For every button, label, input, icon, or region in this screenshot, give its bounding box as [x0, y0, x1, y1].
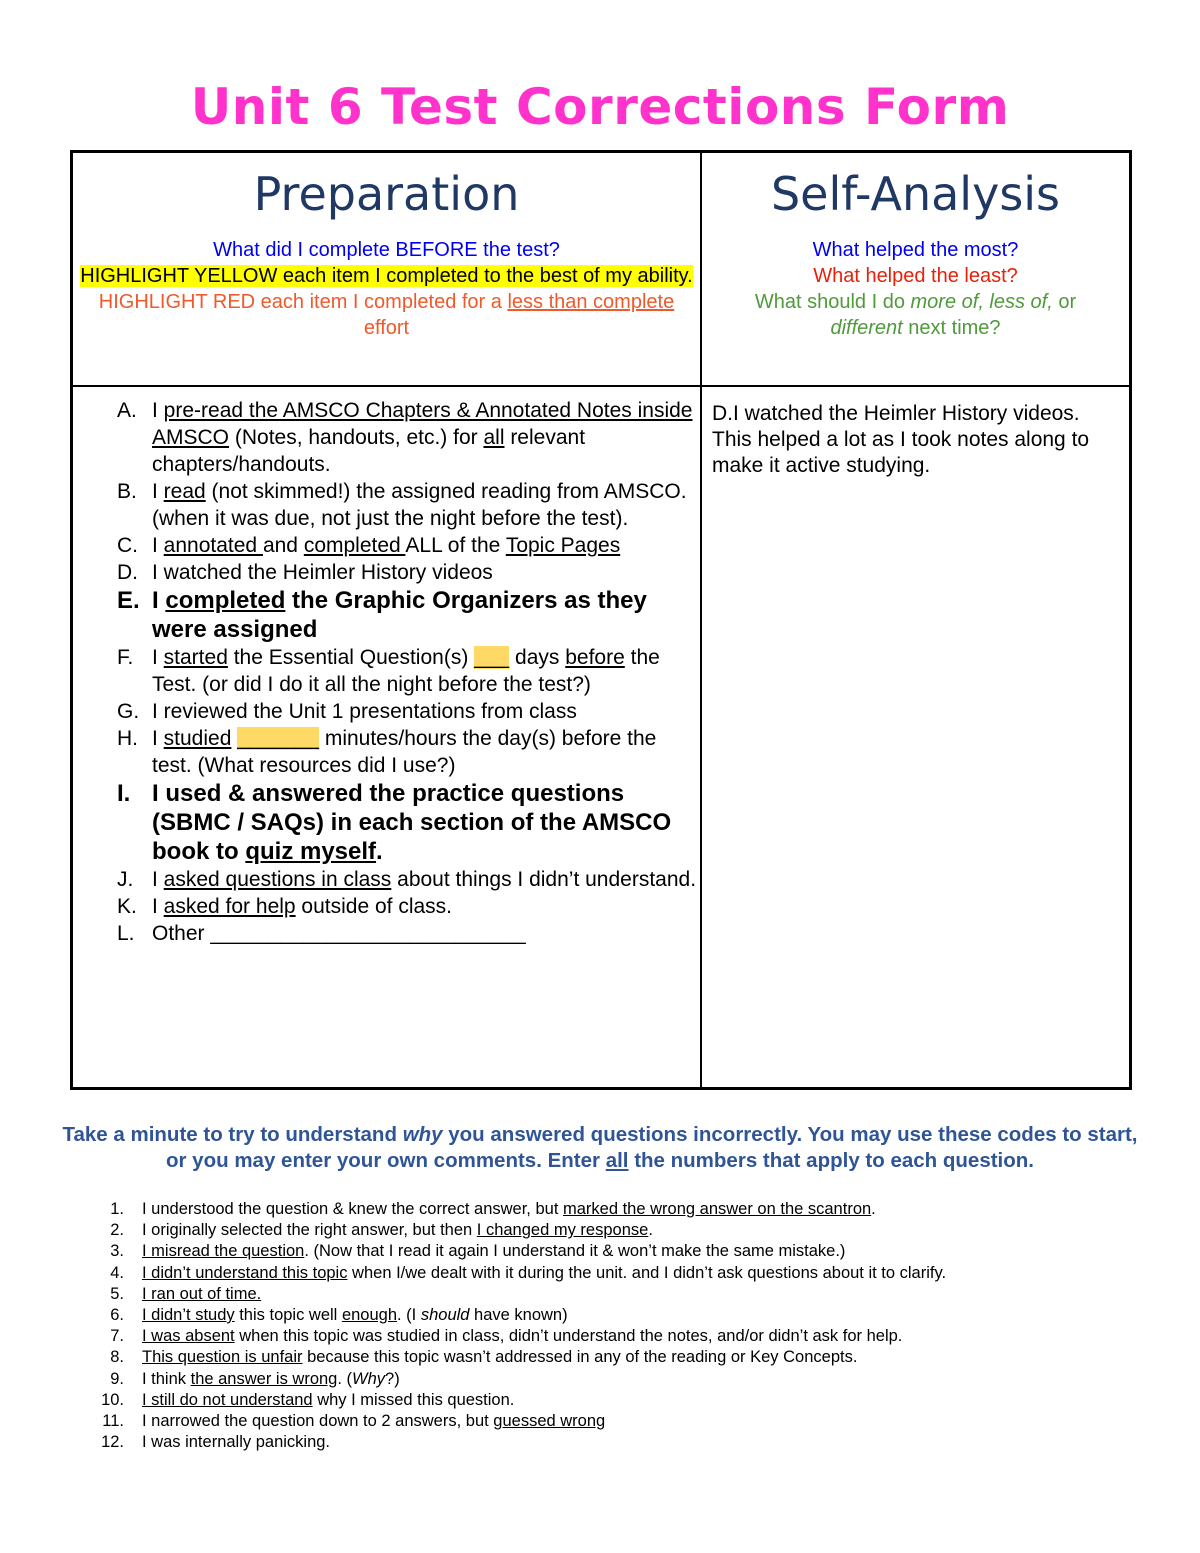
q-helped-least: What helped the least?	[813, 265, 1018, 287]
list-item: I. I used & answered the practice questions (SBMC / SAQs) in each section of the AMSCO book to quiz myself.	[117, 780, 672, 865]
preparation-heading: Preparation	[253, 167, 520, 221]
yellow-instruction: HIGHLIGHT YELLOW each item I completed to the best of my ability.	[80, 265, 693, 287]
list-item: D. I watched the Heimler History videos	[117, 561, 493, 584]
list-item: C. I annotated and completed ALL of the Topic Pages	[117, 534, 621, 557]
list-item: H. I studied _______ minutes/hours the day(s) before the test. (What resources did I use?)	[117, 727, 657, 777]
preparation-checklist	[73, 397, 700, 947]
list-item: 11. I narrowed the question down to 2 answers, but guessed wrong	[102, 1412, 606, 1431]
q-next-time: What should I do more of, less of, or different next time?	[754, 291, 1077, 339]
corrections-table	[70, 150, 1132, 1090]
q-helped-most: What helped the most?	[812, 239, 1019, 261]
list-item: 12. I was internally panicking.	[101, 1433, 331, 1452]
list-item: 9. I think the answer is wrong. (Why?)	[110, 1369, 400, 1388]
list-item: K. I asked for help outside of class.	[117, 895, 453, 918]
list-item: 3. I misread the question. (Now that I read it again I understand it & won’t make the same mistake.)	[110, 1242, 846, 1261]
preparation-question: What did I complete BEFORE the test?	[213, 239, 560, 261]
study-time-blank: _______	[237, 727, 319, 750]
list-item: L. Other ___________________________	[117, 922, 526, 945]
self-analysis-response-line2: This helped a lot as I took notes along to make it active studying.	[712, 428, 1090, 477]
self-analysis-response-cell	[701, 386, 1131, 1089]
self-analysis-header-cell	[701, 152, 1131, 387]
list-item: E. I completed the Graphic Organizers as they were assigned	[117, 587, 647, 643]
list-item: 7. I was absent when this topic was studied in class, didn’t understand the notes, and/or didn’t ask for help.	[110, 1327, 903, 1346]
form-title: Unit 6 Test Corrections Form	[190, 78, 1010, 136]
preparation-checklist-cell	[72, 386, 702, 1089]
error-codes-intro: Take a minute to try to understand why you answered questions incorrectly. You may use these codes to start, or you may enter your own comments. Enter all the numbers that apply to each question.	[62, 1123, 1138, 1172]
days-blank: ___	[474, 646, 510, 669]
self-analysis-response-line1: D.I watched the Heimler History videos.	[712, 402, 1080, 425]
error-codes-list	[100, 1199, 1160, 1453]
list-item: G. I reviewed the Unit 1 presentations from class	[117, 700, 577, 723]
list-item: 10. I still do not understand why I missed this question.	[101, 1390, 515, 1409]
list-item: B. I read (not skimmed!) the assigned reading from AMSCO. (when it was due, not just the night before the test).	[117, 480, 687, 530]
red-instruction: HIGHLIGHT RED each item I completed for a less than complete effort	[98, 291, 675, 339]
preparation-header-cell	[72, 152, 702, 387]
list-item: J. I asked questions in class about things I didn’t understand.	[117, 868, 697, 891]
self-analysis-heading: Self-Analysis	[770, 167, 1061, 221]
list-item: 8. This question is unfair because this topic wasn’t addressed in any of the reading or Key Concepts.	[110, 1348, 858, 1367]
list-item: 2. I originally selected the right answer, but then I changed my response.	[110, 1221, 653, 1240]
list-item: A. I pre-read the AMSCO Chapters & Annotated Notes inside AMSCO (Notes, handouts, etc.) for all relevant chapters/handouts.	[117, 399, 693, 476]
list-item: 5. I ran out of time.	[110, 1284, 262, 1303]
list-item: 6. I didn’t study this topic well enough. (I should have known)	[110, 1306, 568, 1325]
list-item: F. I started the Essential Question(s) ___ days before the Test. (or did I do it all the night before the test?)	[117, 646, 660, 696]
list-item: 4. I didn’t understand this topic when I/we dealt with it during the unit. and I didn’t ask questions about it to clarify.	[110, 1263, 947, 1282]
list-item: 1. I understood the question & knew the correct answer, but marked the wrong answer on the scantron.	[110, 1200, 876, 1218]
